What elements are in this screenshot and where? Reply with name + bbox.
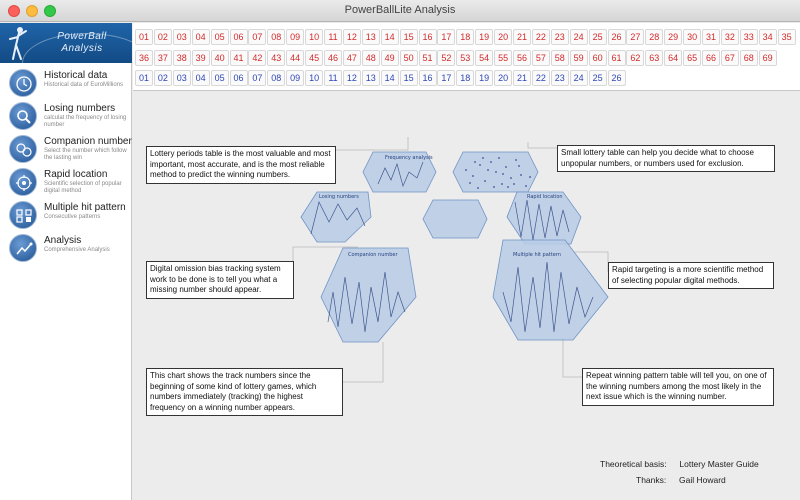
number-button[interactable]: 61: [608, 50, 626, 66]
sidebar: [0, 23, 132, 500]
callout-repeat-winning: Repeat winning pattern table will tell you, on one of the winning numbers among the most likely in the next issue which is the winning number.: [582, 368, 774, 406]
number-button[interactable]: 06: [230, 70, 248, 86]
number-button[interactable]: 36: [135, 50, 153, 66]
callout-small-lottery: Small lottery table can help you decide what to choose unpopular numbers, or numbers used for exclusion.: [557, 145, 775, 172]
sidebar-item-subtitle: calculat the frequency of losing number: [44, 115, 127, 128]
hex-label-frequency: Frequency analysis: [385, 155, 433, 161]
number-button[interactable]: 05: [211, 70, 229, 86]
number-button[interactable]: 07: [248, 29, 266, 45]
number-button[interactable]: 46: [324, 50, 342, 66]
number-button[interactable]: 02: [154, 70, 172, 86]
companion-icon: [9, 135, 37, 163]
number-button[interactable]: 19: [475, 29, 493, 45]
number-button[interactable]: 23: [551, 70, 569, 86]
number-button[interactable]: 47: [343, 50, 361, 66]
sidebar-item-historical-data[interactable]: [0, 67, 132, 100]
number-button[interactable]: 17: [437, 70, 455, 86]
number-button[interactable]: 20: [494, 70, 512, 86]
number-button[interactable]: 41: [230, 50, 248, 66]
sidebar-item-label: Multiple hit pattern: [44, 202, 126, 213]
number-button[interactable]: 27: [626, 29, 644, 45]
thanks: [636, 475, 726, 485]
basis-label: Theoretical basis:: [600, 459, 667, 469]
number-button[interactable]: 28: [645, 29, 663, 45]
number-button[interactable]: 16: [419, 70, 437, 86]
number-button[interactable]: 11: [324, 29, 342, 45]
sidebar-item-losing-numbers[interactable]: [0, 100, 132, 133]
number-button[interactable]: 03: [173, 70, 191, 86]
number-button[interactable]: 43: [267, 50, 285, 66]
callout-track-numbers: This chart shows the track numbers since the beginning of some kind of lottery games, which numbers immediately (tracking) the highest frequency on a winning number appears.: [146, 368, 343, 416]
theoretical-basis: [600, 459, 759, 469]
number-button[interactable]: 59: [570, 50, 588, 66]
number-button[interactable]: 54: [475, 50, 493, 66]
number-button[interactable]: 07: [248, 70, 266, 86]
number-button[interactable]: 04: [192, 29, 210, 45]
number-button[interactable]: 48: [362, 50, 380, 66]
number-button[interactable]: 12: [343, 29, 361, 45]
location-icon: [9, 168, 37, 196]
number-button[interactable]: 22: [532, 70, 550, 86]
number-button[interactable]: 06: [230, 29, 248, 45]
sidebar-item-subtitle: Scientific selection of popular digital method: [44, 181, 122, 194]
history-icon: [9, 69, 37, 97]
number-button[interactable]: 31: [702, 29, 720, 45]
number-button[interactable]: 44: [286, 50, 304, 66]
golfer-icon: [6, 25, 32, 61]
number-button[interactable]: 13: [362, 29, 380, 45]
number-button[interactable]: 24: [570, 29, 588, 45]
number-button[interactable]: 58: [551, 50, 569, 66]
sidebar-item-label: Losing numbers: [44, 103, 116, 114]
number-button[interactable]: 53: [456, 50, 474, 66]
number-button[interactable]: 57: [532, 50, 550, 66]
number-button[interactable]: 38: [173, 50, 191, 66]
number-button[interactable]: 45: [305, 50, 323, 66]
number-button[interactable]: 08: [267, 29, 285, 45]
number-button[interactable]: 19: [475, 70, 493, 86]
title-bar: [0, 0, 800, 22]
number-button[interactable]: 65: [683, 50, 701, 66]
number-button[interactable]: 66: [702, 50, 720, 66]
number-button[interactable]: 56: [513, 50, 531, 66]
number-button[interactable]: 17: [437, 29, 455, 45]
number-button[interactable]: 63: [645, 50, 663, 66]
number-button[interactable]: 51: [419, 50, 437, 66]
thanks-value: Gail Howard: [679, 475, 726, 485]
sidebar-item-subtitle: Consecutive patterns: [44, 214, 101, 220]
number-button[interactable]: 69: [759, 50, 777, 66]
number-button[interactable]: 62: [626, 50, 644, 66]
hex-label-rapid-location: Rapid location: [527, 194, 563, 200]
sidebar-item-multiple-hit-pattern[interactable]: [0, 199, 132, 232]
number-button[interactable]: 01: [135, 70, 153, 86]
number-button[interactable]: 39: [192, 50, 210, 66]
basis-value: Lottery Master Guide: [679, 459, 759, 469]
number-button[interactable]: 02: [154, 29, 172, 45]
number-button[interactable]: 03: [173, 29, 191, 45]
number-button[interactable]: 26: [608, 29, 626, 45]
number-button[interactable]: 33: [740, 29, 758, 45]
number-button[interactable]: 29: [664, 29, 682, 45]
number-button[interactable]: 32: [721, 29, 739, 45]
hex-companion-number: [321, 248, 416, 342]
number-button[interactable]: 13: [362, 70, 380, 86]
hex-label-companion-number: Companion number: [348, 252, 398, 258]
number-button[interactable]: 34: [759, 29, 777, 45]
number-button[interactable]: 23: [551, 29, 569, 45]
number-button[interactable]: 67: [721, 50, 739, 66]
number-button[interactable]: 24: [570, 70, 588, 86]
number-button[interactable]: 42: [248, 50, 266, 66]
sidebar-item-label: Historical data: [44, 70, 108, 81]
number-button[interactable]: 35: [778, 29, 796, 45]
number-button[interactable]: 16: [419, 29, 437, 45]
number-button[interactable]: 26: [608, 70, 626, 86]
logo-line1: PowerBall: [57, 31, 107, 42]
callout-rapid-targeting: Rapid targeting is a more scientific method of selecting popular digital methods.: [608, 262, 774, 289]
sidebar-item-rapid-location[interactable]: [0, 166, 132, 199]
main-panel: [133, 92, 800, 500]
callout-digital-omission: Digital omission bias tracking system work to be done is to tell you what a missing number should appear.: [146, 261, 294, 299]
number-button[interactable]: 68: [740, 50, 758, 66]
number-button[interactable]: 49: [381, 50, 399, 66]
window-title: PowerBallLite Analysis: [344, 4, 456, 16]
number-button[interactable]: 15: [400, 29, 418, 45]
number-button[interactable]: 10: [305, 29, 323, 45]
sidebar-item-subtitle: Historical data of EuroMillions: [44, 82, 124, 88]
hex-label-losing-numbers: Losing numbers: [319, 194, 359, 200]
logo-line2: Analysis: [61, 43, 103, 54]
number-button[interactable]: 05: [211, 29, 229, 45]
sidebar-item-label: Analysis: [44, 235, 82, 246]
magnifier-icon: [9, 102, 37, 130]
callout-lottery-periods: Lottery periods table is the most valuable and most important, most accurate, and is the most reliable method to predict the winning numbers.: [146, 146, 336, 184]
number-button[interactable]: 37: [154, 50, 172, 66]
number-button[interactable]: 64: [664, 50, 682, 66]
number-button[interactable]: 52: [437, 50, 455, 66]
sidebar-item-subtitle: Select the number which follow the lasting win: [44, 148, 127, 161]
number-button[interactable]: 25: [589, 70, 607, 86]
number-button[interactable]: 20: [494, 29, 512, 45]
number-button[interactable]: 60: [589, 50, 607, 66]
number-button[interactable]: 09: [286, 29, 304, 45]
sidebar-item-companion-number[interactable]: [0, 133, 132, 166]
number-button[interactable]: 15: [400, 70, 418, 86]
app-logo: [0, 23, 132, 63]
sidebar-item-label: Rapid location: [44, 169, 108, 180]
number-button[interactable]: 22: [532, 29, 550, 45]
number-button[interactable]: 21: [513, 29, 531, 45]
number-button[interactable]: 08: [267, 70, 285, 86]
number-button[interactable]: 04: [192, 70, 210, 86]
sidebar-item-label: Companion number: [44, 136, 132, 147]
pattern-icon: [9, 201, 37, 229]
number-button[interactable]: 50: [400, 50, 418, 66]
analysis-icon: [9, 234, 37, 262]
sidebar-nav: [0, 67, 132, 265]
number-button[interactable]: 25: [589, 29, 607, 45]
number-button[interactable]: 40: [211, 50, 229, 66]
number-button[interactable]: 12: [343, 70, 361, 86]
hex-label-multiple-hit-pattern: Multiple hit pattern: [513, 252, 561, 258]
number-button[interactable]: 01: [135, 29, 153, 45]
number-grid: [133, 23, 800, 91]
number-button[interactable]: 14: [381, 70, 399, 86]
sidebar-item-analysis[interactable]: [0, 232, 132, 265]
number-button[interactable]: 30: [683, 29, 701, 45]
number-button[interactable]: 14: [381, 29, 399, 45]
number-button[interactable]: 18: [456, 70, 474, 86]
number-button[interactable]: 09: [286, 70, 304, 86]
thanks-label: Thanks:: [636, 475, 667, 485]
number-button[interactable]: 55: [494, 50, 512, 66]
sidebar-item-subtitle: Comprehensive Analysis: [44, 247, 110, 253]
number-button[interactable]: 10: [305, 70, 323, 86]
number-button[interactable]: 21: [513, 70, 531, 86]
number-button[interactable]: 11: [324, 70, 342, 86]
hex-center: [423, 200, 487, 238]
number-button[interactable]: 18: [456, 29, 474, 45]
